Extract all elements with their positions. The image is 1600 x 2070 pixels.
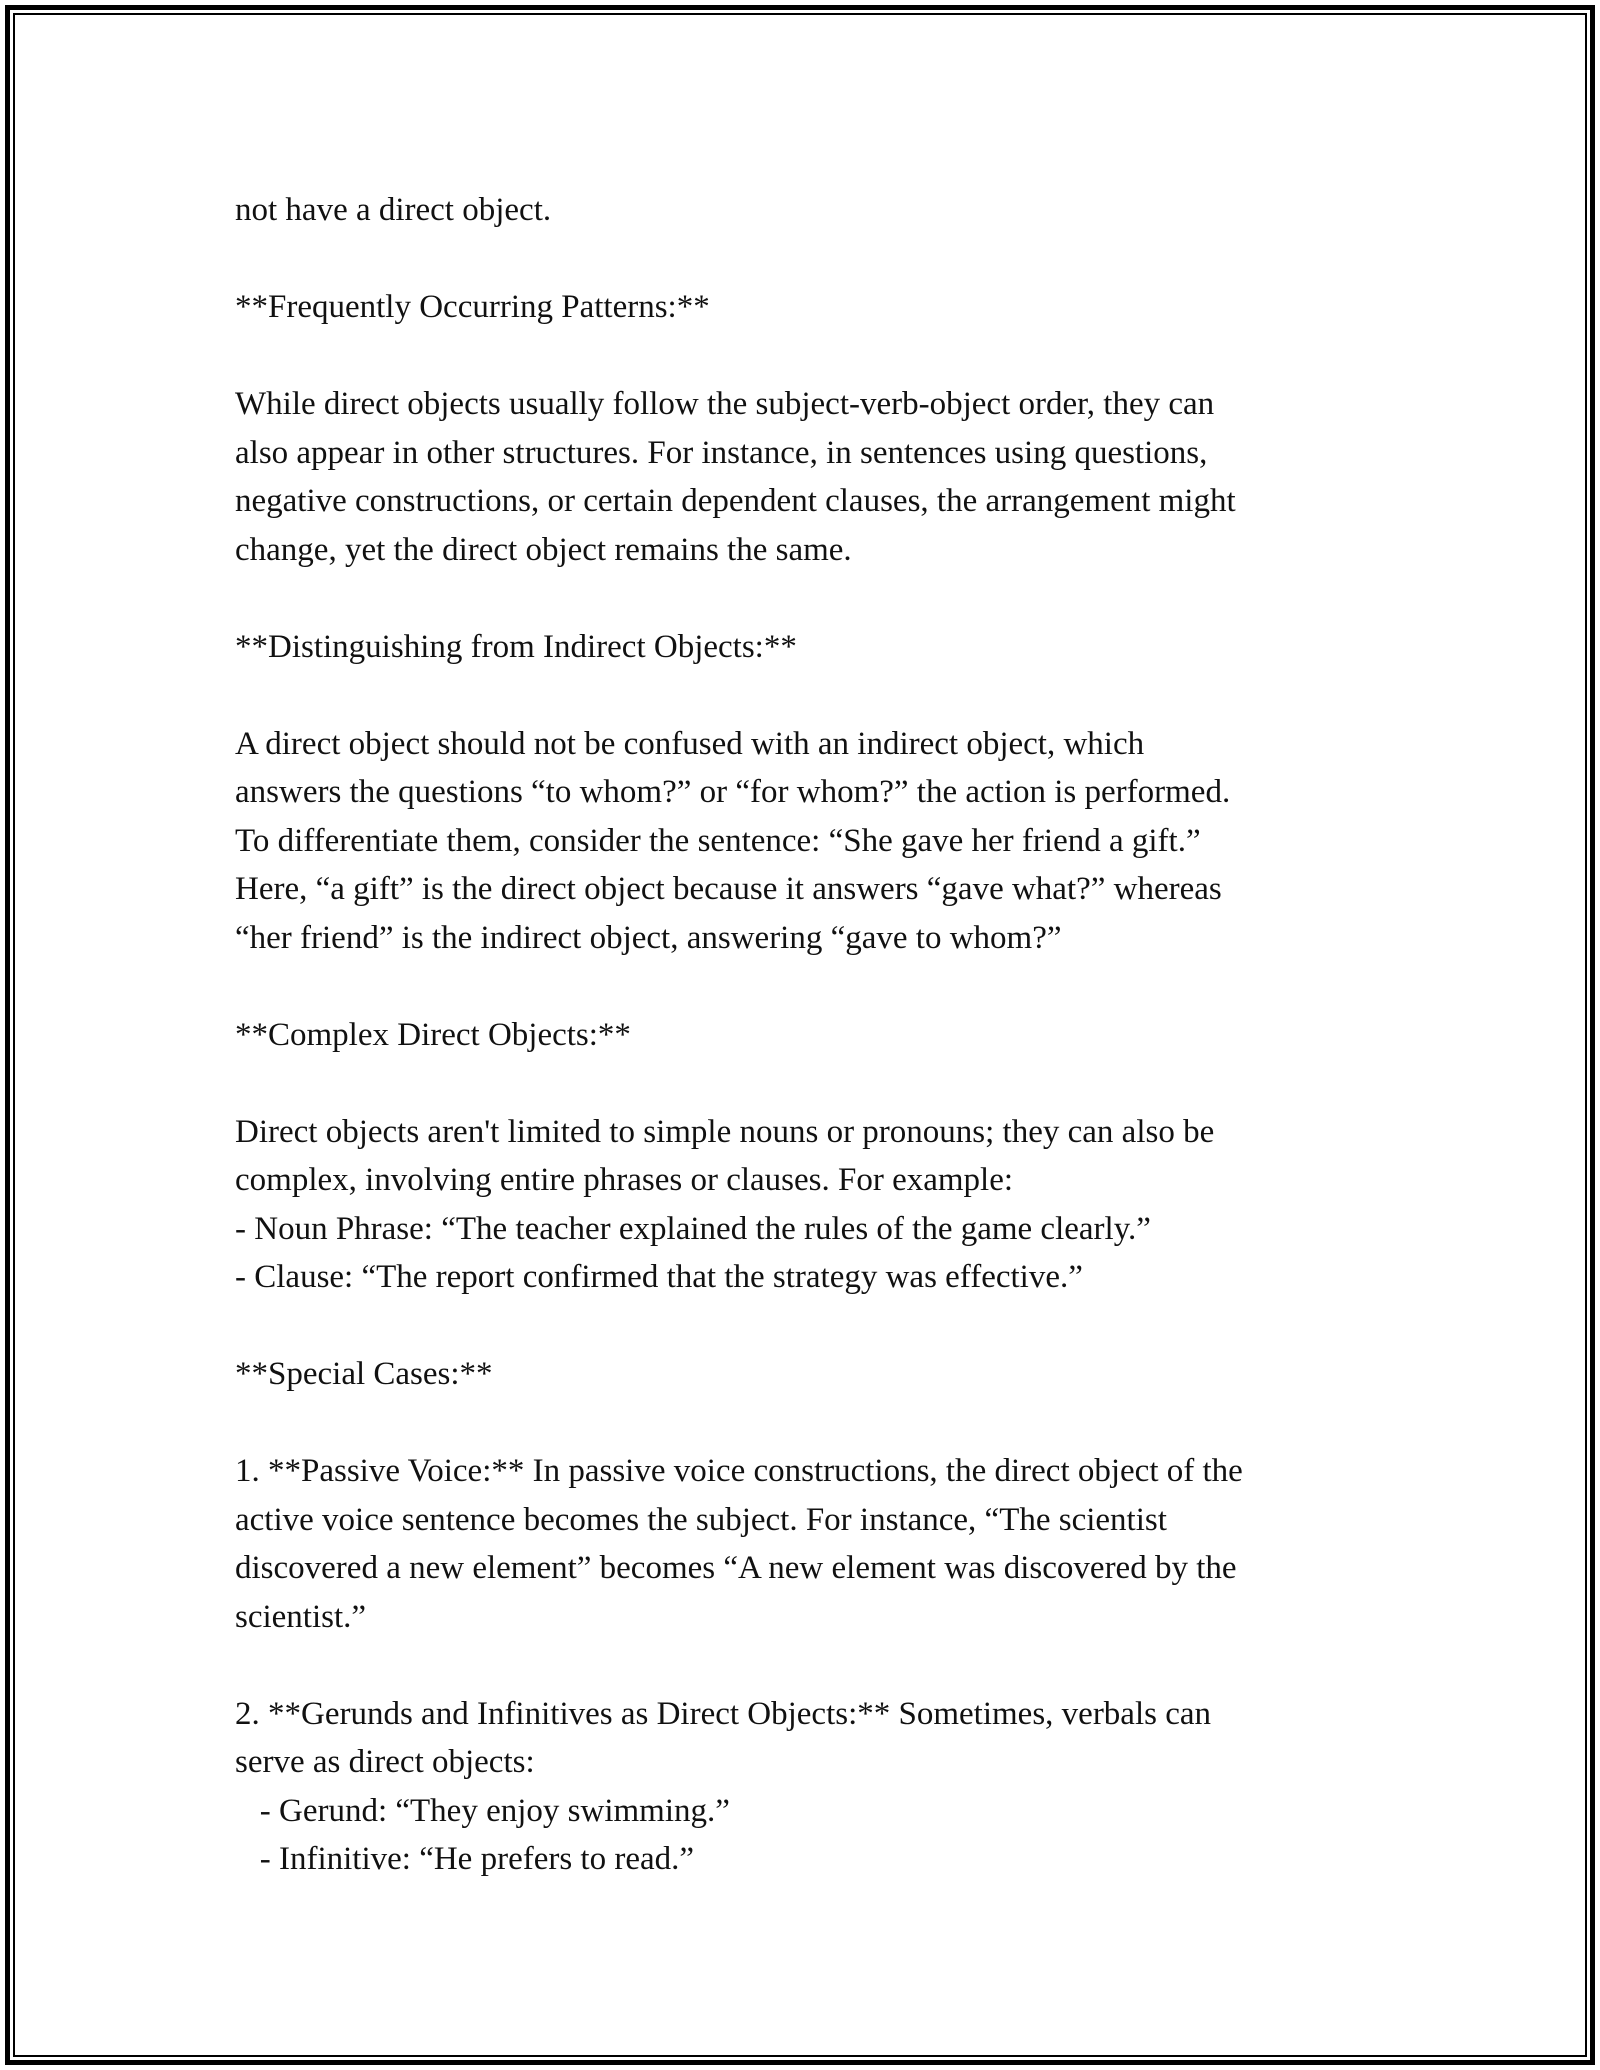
- text-line: Direct objects aren't limited to simple nouns or pronouns; they can also be: [235, 1113, 1215, 1150]
- text-line: 1. **Passive Voice:** In passive voice constructions, the direct object of the: [235, 1453, 1243, 1489]
- text-line: - Gerund: “They enjoy swimming.”: [235, 1792, 730, 1829]
- heading-frequently-occurring-patterns: [235, 283, 1375, 332]
- section-heading: **Complex Direct Objects:**: [235, 1016, 631, 1053]
- text-line: complex, involving entire phrases or clauses. For example:: [235, 1162, 1014, 1198]
- section-heading: **Special Cases:**: [235, 1356, 493, 1392]
- text-line: serve as direct objects:: [235, 1744, 535, 1780]
- heading-distinguishing-indirect-objects: [235, 623, 1375, 672]
- text-line: answers the questions “to whom?” or “for whom?” the action is performed.: [235, 774, 1231, 810]
- text-line: 2. **Gerunds and Infinitives as Direct Objects:** Sometimes, verbals can: [235, 1695, 1212, 1732]
- text-line: Here, “a gift” is the direct object because it answers “gave what?” whereas: [235, 871, 1222, 907]
- paragraph-spacer: [235, 1399, 1375, 1448]
- section-heading: **Distinguishing from Indirect Objects:**: [235, 628, 797, 665]
- text-line: “her friend” is the indirect object, answering “gave to whom?”: [235, 919, 1062, 956]
- text-line: discovered a new element” becomes “A new element was discovered by the: [235, 1550, 1237, 1586]
- text-line: scientist.”: [235, 1598, 367, 1635]
- paragraph-patterns: [235, 380, 1375, 574]
- text-line: - Clause: “The report confirmed that the strategy was effective.”: [235, 1259, 1083, 1295]
- heading-complex-direct-objects: [235, 1011, 1375, 1060]
- paragraph-gerunds-infinitives: [235, 1690, 1375, 1884]
- text-line: active voice sentence becomes the subject. For instance, “The scientist: [235, 1501, 1167, 1538]
- paragraph-passive-voice: [235, 1447, 1375, 1641]
- paragraph-spacer: [235, 332, 1375, 381]
- text-line: - Noun Phrase: “The teacher explained the rules of the game clearly.”: [235, 1210, 1151, 1247]
- paragraph-spacer: [235, 1059, 1375, 1108]
- text-line: While direct objects usually follow the subject-verb-object order, they can: [235, 386, 1215, 422]
- paragraph-complex-direct-objects: [235, 1108, 1375, 1302]
- paragraph-spacer: [235, 962, 1375, 1011]
- text-line: To differentiate them, consider the sentence: “She gave her friend a gift.”: [235, 822, 1201, 859]
- paragraph-spacer: [235, 1302, 1375, 1351]
- section-heading: **Frequently Occurring Patterns:**: [235, 289, 710, 325]
- text-line: A direct object should not be confused with an indirect object, which: [235, 725, 1145, 762]
- paragraph-intro-tail: [235, 186, 1375, 235]
- text-line: not have a direct object.: [235, 192, 552, 228]
- paragraph-spacer: [235, 1641, 1375, 1690]
- heading-special-cases: [235, 1350, 1375, 1399]
- text-line: also appear in other structures. For instance, in sentences using questions,: [235, 434, 1208, 471]
- paragraph-indirect-objects: [235, 720, 1375, 963]
- paragraph-spacer: [235, 235, 1375, 284]
- text-line: change, yet the direct object remains the same.: [235, 531, 852, 568]
- text-line: negative constructions, or certain dependent clauses, the arrangement might: [235, 483, 1236, 519]
- paragraph-spacer: [235, 671, 1375, 720]
- text-line: - Infinitive: “He prefers to read.”: [235, 1841, 695, 1877]
- document-page: [235, 186, 1375, 1884]
- paragraph-spacer: [235, 574, 1375, 623]
